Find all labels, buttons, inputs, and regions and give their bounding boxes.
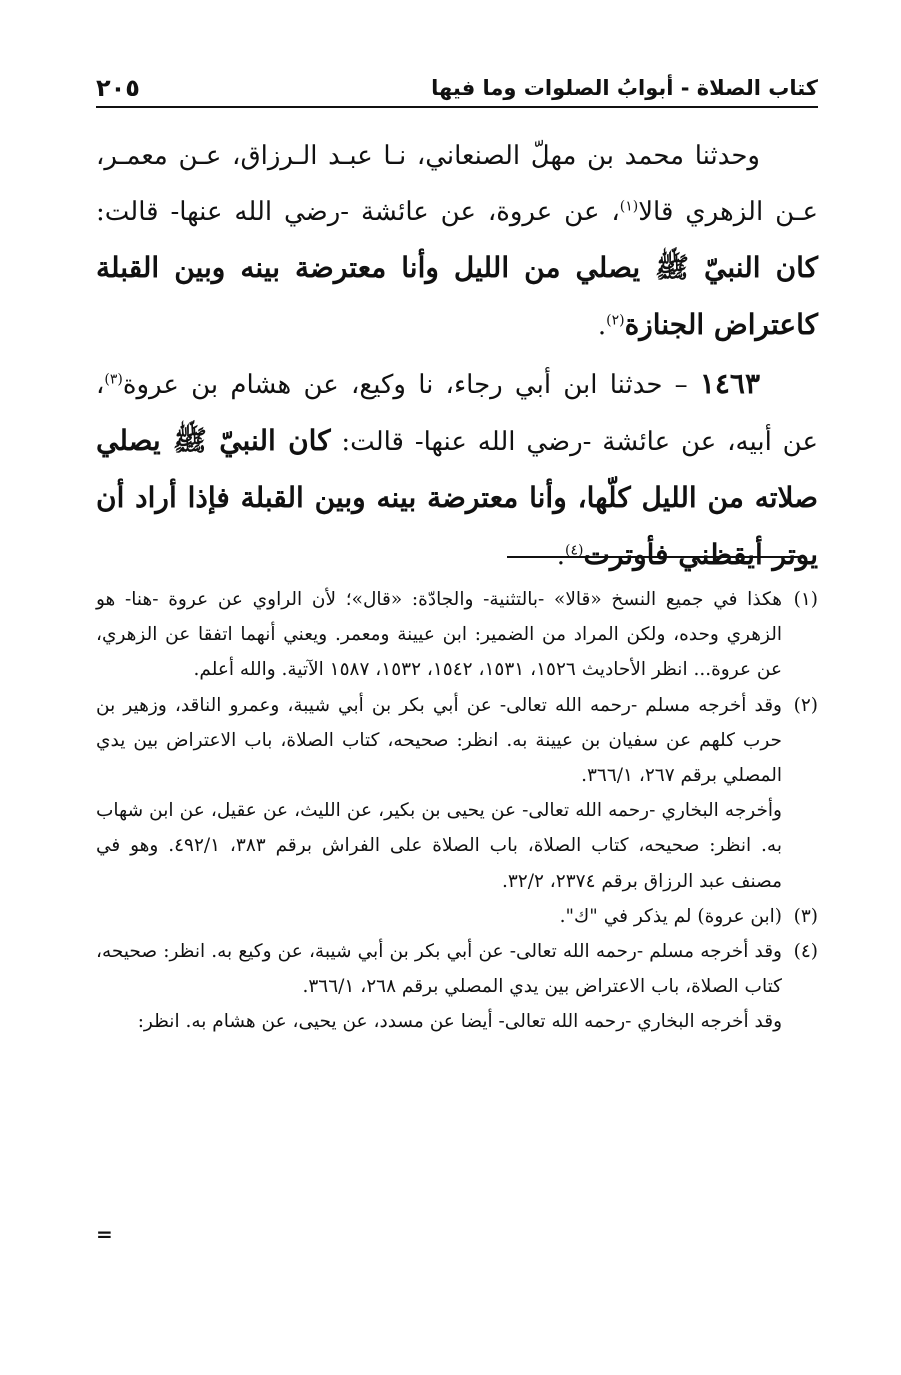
- footnote-number: (٤): [793, 941, 818, 963]
- running-header: [96, 66, 818, 108]
- footnote-text: وقد أخرجه مسلم -رحمه الله تعالى- عن أبي بكر بن أبي شيبة، عن وكيع به. انظر: صحيحه، كتاب الصلاة، باب الاعتراض بين يدي المصلي برقم ٢٦٨، ٣٦٦/١.: [96, 941, 782, 998]
- hadith-number: ١٤٦٣: [699, 367, 760, 400]
- footnote-3: [96, 899, 818, 934]
- text-run: وحدثنا محمد بن مهلّ الصنعاني، نـا عبـد الـرزاق، عـن معمـر، عـن الزهري قالا: [96, 141, 818, 227]
- text-run: ، عن أبيه، عن عائشة -رضي الله عنها- قالت:: [96, 370, 818, 457]
- footnotes: [96, 582, 818, 1040]
- hadith-paragraph-2: [96, 356, 818, 584]
- text-run: .: [597, 311, 607, 341]
- text-run: ، عن عروة، عن عائشة -رضي الله عنها- قالت:: [96, 197, 620, 227]
- footnote-text: وأخرجه البخاري -رحمه الله تعالى- عن يحيى بن بكير، عن الليث، عن عقيل، عن ابن شهاب به. انظر: صحيحه، كتاب الصلاة، باب الصلاة على الفراش برقم ٣٨٣، ٤٩٢/١. وهو في مصنف عبد الرزاق برقم ٢٣٧٤، ٣٢/٢.: [96, 800, 782, 892]
- footnote-ref-3[interactable]: (٣): [104, 371, 123, 388]
- hadith-matn-2: كان النبيّ ﷺ يصلي صلاته من الليل كلّها، وأنا معترضة بينه وبين القبلة فإذا أراد أن يوتر أيقظني فأوترت: [96, 424, 818, 571]
- footnote-number: (٢): [793, 694, 818, 716]
- footnote-2: [96, 688, 818, 794]
- hadith-matn-1: كان النبيّ ﷺ يصلي من الليل وأنا معترضة بينه وبين القبلة كاعتراض الجنازة: [96, 251, 818, 341]
- text-run: .: [556, 541, 565, 571]
- chapter-title: كتاب الصلاة - أبوابُ الصلوات وما فيها: [431, 76, 818, 100]
- footnote-2-continued: [96, 793, 818, 899]
- page-number: ٢٠٥: [96, 74, 140, 102]
- footnote-4-continued: [96, 1004, 818, 1039]
- footnote-4: [96, 934, 818, 1004]
- footnote-text: وقد أخرجه مسلم -رحمه الله تعالى- عن أبي بكر بن أبي شيبة، وعمرو الناقد، وزهير بن حرب كلهم عن سفيان بن عيينة به. انظر: صحيحه، كتاب الصلاة، باب الاعتراض بين يدي المصلي برقم ٢٦٧، ٣٦٦/١.: [96, 694, 782, 787]
- footnote-separator: [507, 556, 805, 558]
- footnote-text: وقد أخرجه البخاري -رحمه الله تعالى- أيضا عن مسدد، عن يحيى، عن هشام به. انظر:: [137, 1011, 782, 1033]
- footnote-number: (١): [793, 589, 818, 610]
- footnote-number: (٣): [793, 905, 818, 927]
- text-run: – حدثنا ابن أبي رجاء، نا وكيع، عن هشام بن عروة: [122, 370, 700, 400]
- main-text: [96, 128, 818, 584]
- footnote-text: (ابن عروة) لم يذكر في "ك".: [559, 905, 782, 927]
- hadith-paragraph-1: [96, 128, 818, 354]
- footnote-1: [96, 582, 818, 688]
- footnote-ref-4[interactable]: (٤): [565, 542, 584, 559]
- footnote-text: هكذا في جميع النسخ «قالا» -بالتثنية- والجادّة: «قال»؛ لأن الراوي عن عروة -هنا- هو الزهري وحده، ولكن المراد من الضمير: ابن عيينة ومعمر. ويعني أنهما اتفقا عن الزهري، عن عروة... انظر الأحاديث ١٥٢٦، ١٥٣١، ١٥٤٢، ١٥٣٢، ١٥٨٧ الآتية. والله أعلم.: [96, 589, 782, 681]
- footnote-ref-1[interactable]: (١): [619, 198, 639, 215]
- continuation-mark: =: [96, 1222, 113, 1246]
- footnote-ref-2[interactable]: (٢): [606, 312, 625, 329]
